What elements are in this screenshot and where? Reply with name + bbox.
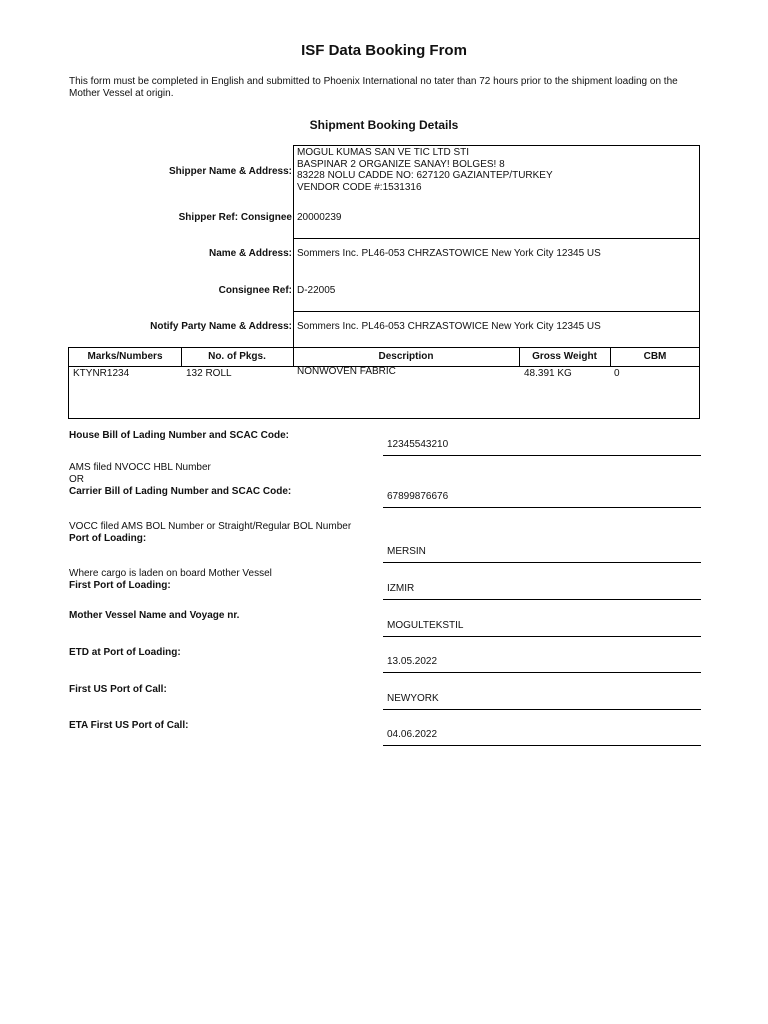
- table-cell-cbm: 0: [614, 368, 620, 379]
- notify-party-value: Sommers Inc. PL46-053 CHRZASTOWICE New York City 12345 US: [297, 321, 601, 332]
- field-label-eta: [69, 720, 188, 732]
- shipper-line: 83228 NOLU CADDE NO: 627120 GAZIANTEP/TURKEY: [297, 170, 553, 181]
- table-cell-weight: 48.391 KG: [524, 368, 572, 379]
- table-cell-marks: KTYNR1234: [73, 368, 130, 379]
- column-header: Description: [378, 351, 434, 362]
- field-label-first-port: [69, 568, 272, 592]
- consignee-name-value: Sommers Inc. PL46-053 CHRZASTOWICE New York City 12345 US: [297, 248, 601, 259]
- field-label-first-us-port: [69, 684, 167, 696]
- field-value-first-port: IZMIR: [387, 583, 415, 594]
- notify-party-label: Notify Party Name & Address:: [150, 321, 292, 332]
- field-label-line: Where cargo is laden on board Mother Vessel: [69, 568, 272, 579]
- table-cell-description: NONWOVEN FABRIC: [297, 366, 396, 377]
- field-value-etd: 13.05.2022: [387, 656, 438, 667]
- shipper-ref-value: 20000239: [297, 212, 342, 223]
- cargo-table: [68, 347, 700, 419]
- field-label-line: Mother Vessel Name and Voyage nr.: [69, 610, 240, 621]
- field-underline: [383, 672, 701, 673]
- field-label-line: AMS filed NVOCC HBL Number: [69, 462, 211, 473]
- field-label-line: ETD at Port of Loading:: [69, 647, 181, 658]
- divider: [294, 311, 699, 312]
- field-underline: [383, 636, 701, 637]
- field-underline: [383, 455, 701, 456]
- field-value-port-loading: MERSIN: [387, 546, 426, 557]
- column-header: CBM: [643, 351, 667, 362]
- shipper-line: VENDOR CODE #:1531316: [297, 181, 422, 193]
- field-label-carrier-bol: [69, 462, 291, 498]
- consignee-ref-value: D-22005: [297, 285, 336, 296]
- section-title: Shipment Booking Details: [309, 118, 459, 132]
- field-label-etd: [69, 647, 181, 659]
- field-underline: [383, 599, 701, 600]
- field-label-line: Port of Loading:: [69, 533, 147, 544]
- field-label-line: First US Port of Call:: [69, 684, 167, 695]
- column-header: No. of Pkgs.: [208, 351, 266, 362]
- field-value-hbl: 12345543210: [387, 439, 449, 450]
- field-value-carrier-bol: 67899876676: [387, 491, 449, 502]
- shipper-line: BASPINAR 2 ORGANIZE SANAY! BOLGES! 8: [297, 158, 505, 170]
- column-header: Marks/Numbers: [87, 351, 163, 362]
- field-label-line: OR: [69, 474, 84, 485]
- shipper-line: MOGUL KUMAS SAN VE TIC LTD STI: [297, 147, 470, 158]
- shipper-ref-label: Shipper Ref: Consignee: [178, 212, 292, 223]
- field-label-port-loading: [69, 521, 351, 545]
- field-label-vessel: [69, 610, 239, 622]
- field-underline: [383, 709, 701, 710]
- table-cell-pkgs: 132 ROLL: [186, 368, 232, 379]
- field-value-eta: 04.06.2022: [387, 729, 438, 740]
- field-value-vessel: MOGULTEKSTIL: [387, 620, 464, 631]
- field-label-line: VOCC filed AMS BOL Number or Straight/Regular BOL Number: [69, 521, 352, 532]
- shipper-label: Shipper Name & Address:: [169, 166, 292, 177]
- consignee-ref-label: Consignee Ref:: [218, 285, 292, 296]
- column-header: Gross Weight: [532, 351, 597, 362]
- field-label-line: Carrier Bill of Lading Number and SCAC Code:: [69, 486, 292, 497]
- field-value-first-us-port: NEWYORK: [387, 693, 439, 704]
- field-label-line: First Port of Loading:: [69, 580, 171, 591]
- field-label-line: House Bill of Lading Number and SCAC Code:: [69, 430, 290, 441]
- divider: [294, 238, 699, 239]
- field-underline: [383, 562, 701, 563]
- form-title: ISF Data Booking From: [301, 42, 467, 59]
- shipper-address: [297, 147, 553, 193]
- field-label-hbl: [69, 430, 289, 442]
- form-instructions: This form must be completed in English and submitted to Phoenix International no tater than 72 hours prior to the shipment loading on the Mother Vessel at origin.: [69, 76, 678, 99]
- field-label-line: ETA First US Port of Call:: [69, 720, 189, 731]
- field-underline: [383, 507, 701, 508]
- field-underline: [383, 745, 701, 746]
- consignee-name-label: Name & Address:: [209, 248, 292, 259]
